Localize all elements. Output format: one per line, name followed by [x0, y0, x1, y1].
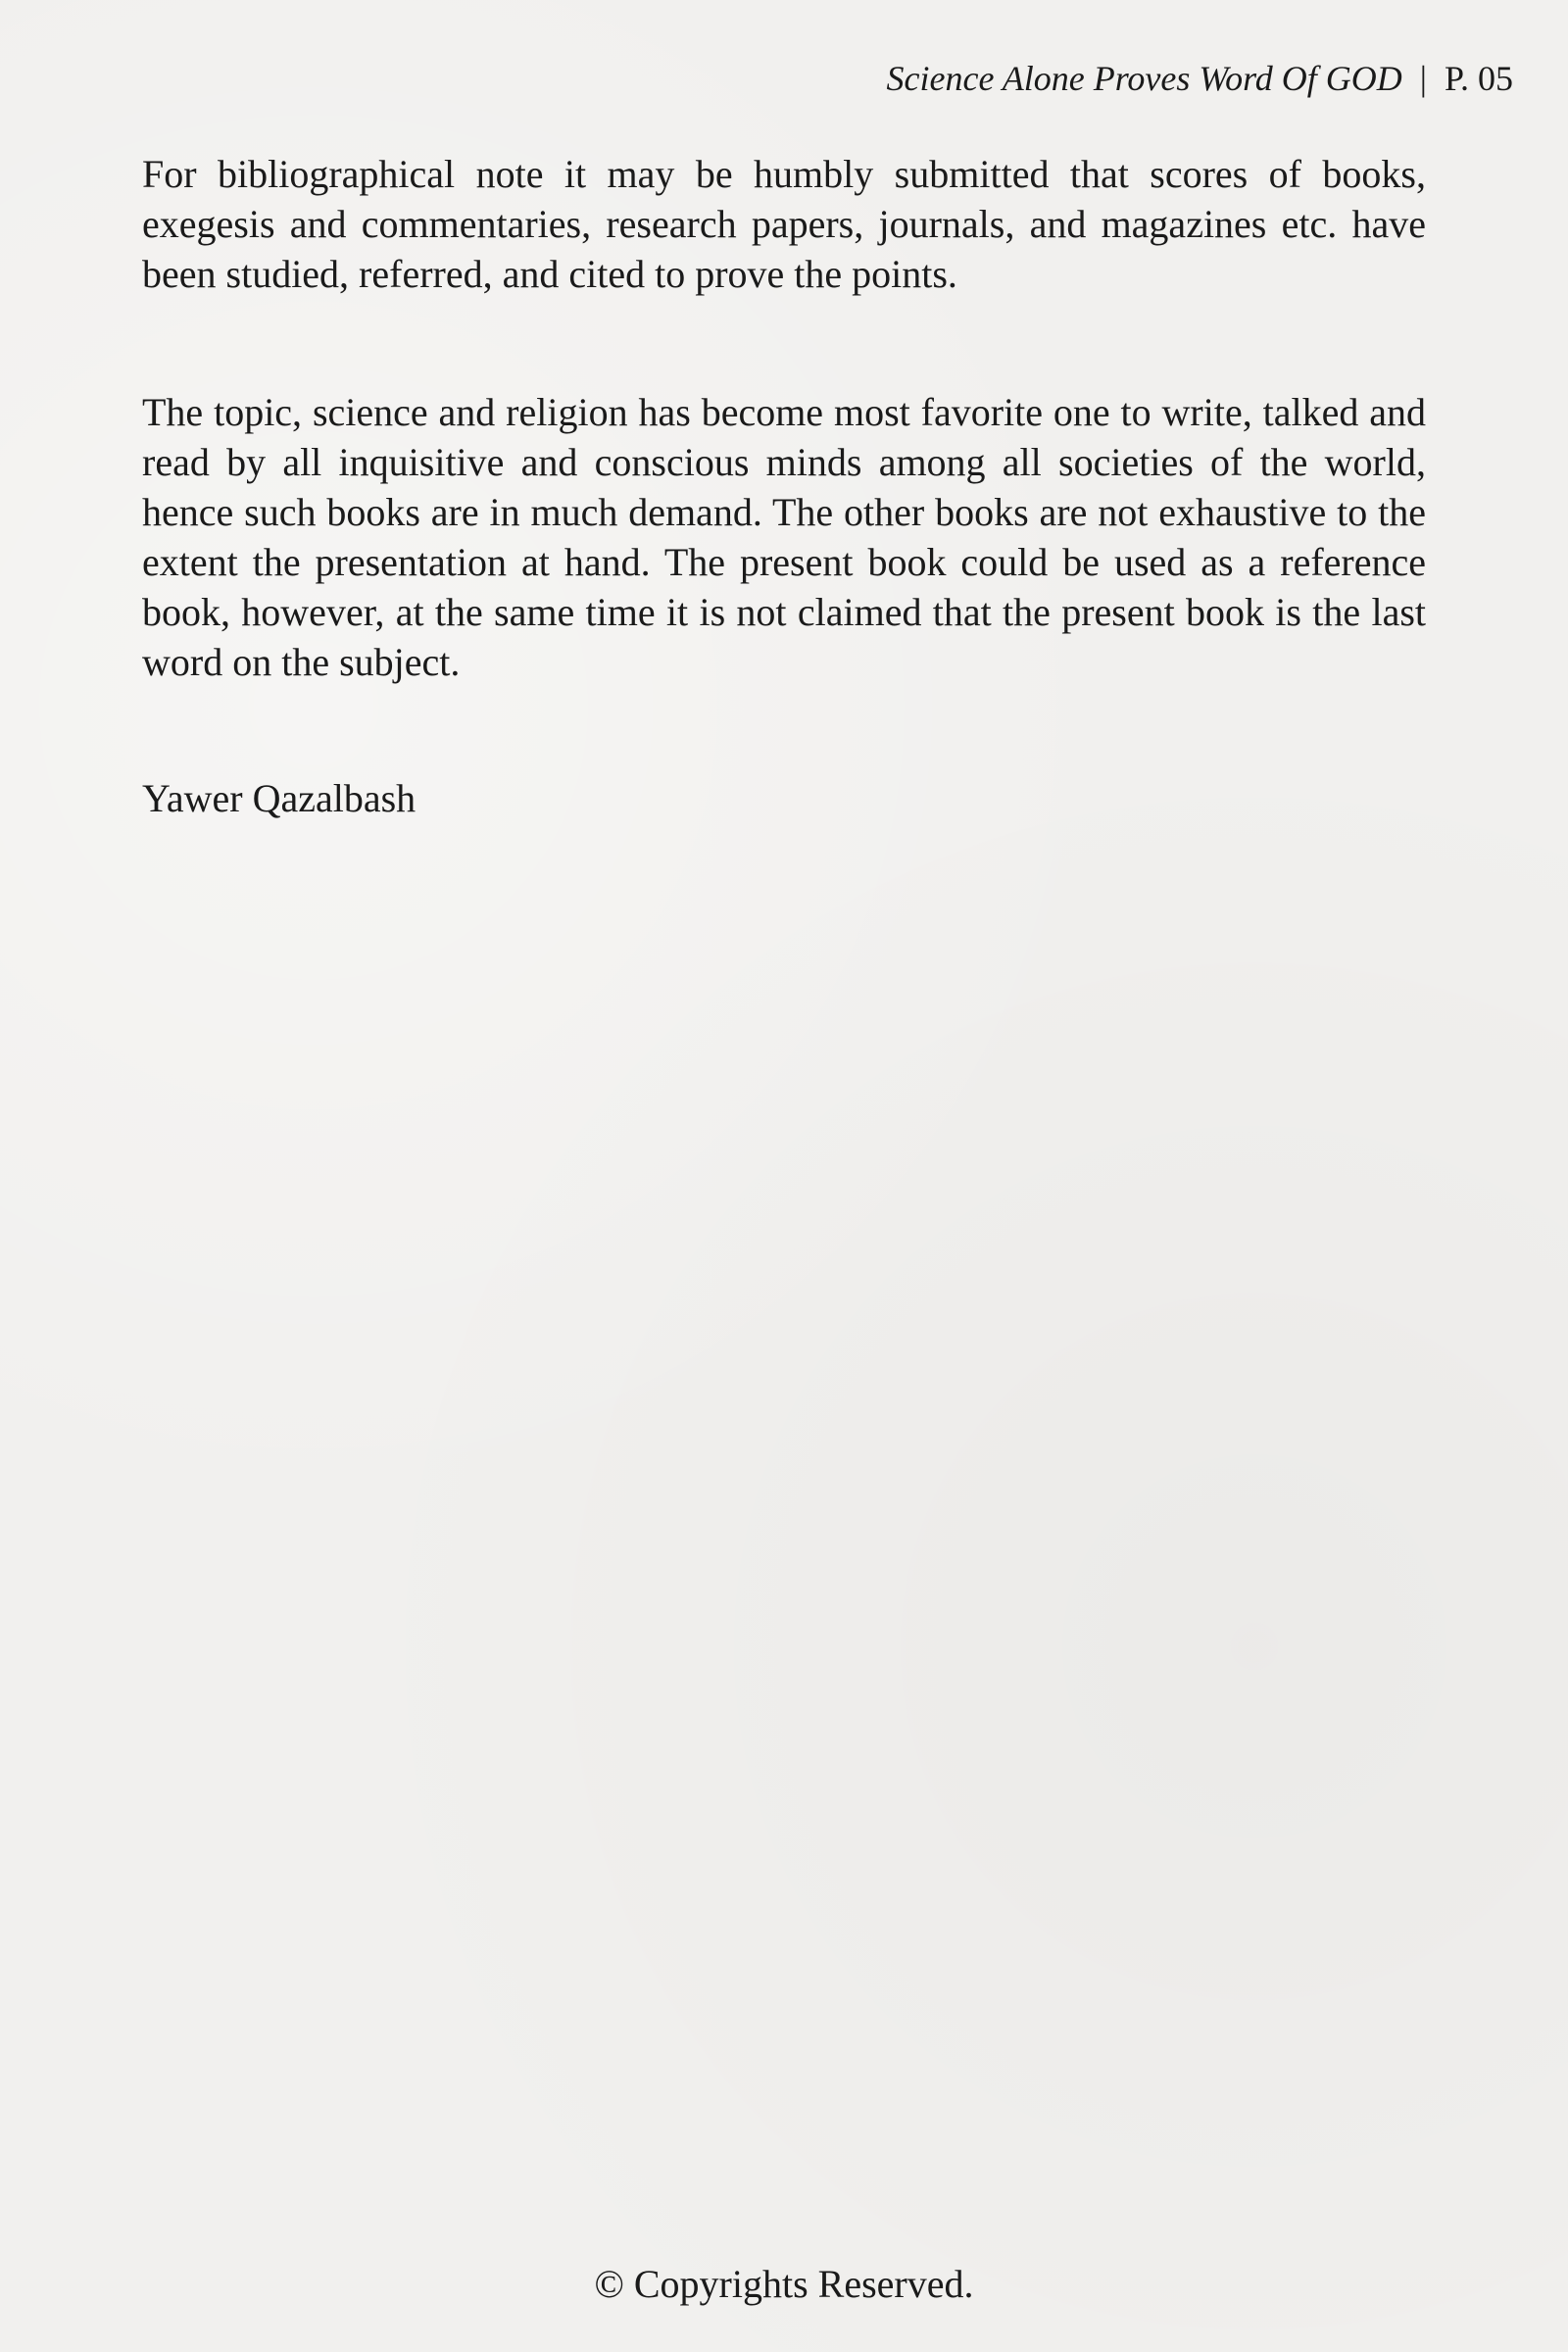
author-signature: Yawer Qazalbash [142, 776, 416, 820]
copyright-footer: © Copyrights Reserved. [594, 2262, 974, 2306]
paragraph-bibliographical-note: For bibliographical note it may be humbly submitted that scores of books, exegesis and commentaries, research papers, journals, and magazines etc. have been studied, referred, and cited to prove the points. [142, 152, 1426, 296]
paragraph-science-and-religion: The topic, science and religion has become most favorite one to write, talked and read by all inquisitive and conscious minds among all societies of the world, hence such books are in much demand. The other books are not exhaustive to the extent the presentation at hand. The present book could be used as a reference book, however, at the same time it is not claimed that the present book is the last word on the subject. [142, 390, 1426, 684]
page-number: P. 05 [1444, 59, 1513, 98]
body-text [142, 149, 1426, 823]
running-header [887, 55, 1513, 102]
header-separator: | [1419, 59, 1427, 98]
book-title: Science Alone Proves Word Of GOD [886, 59, 1402, 98]
